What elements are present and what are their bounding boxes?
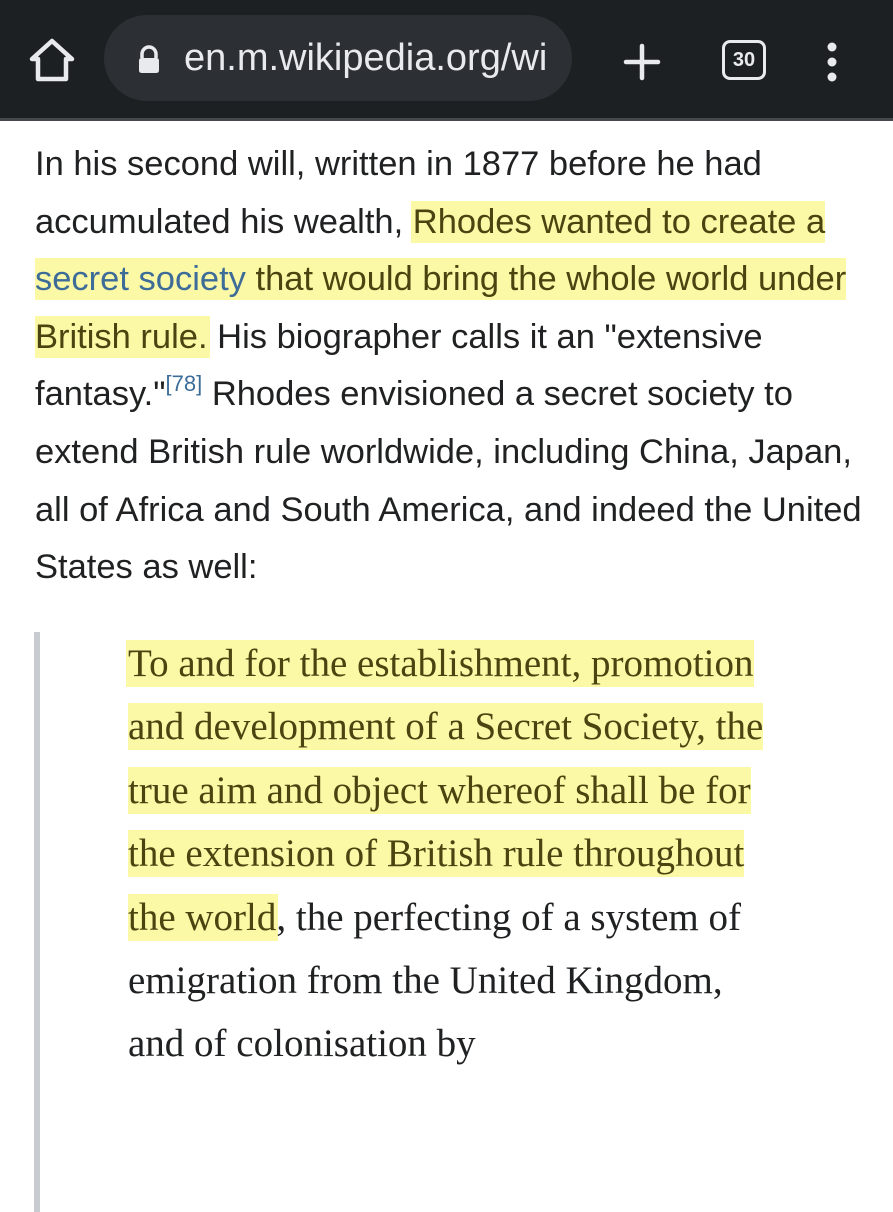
blockquote [128, 632, 768, 1076]
menu-button[interactable] [810, 34, 854, 90]
toolbar-divider [0, 118, 893, 121]
quote-highlight: To and for the establishment, promotion and development of a Secret Society, the true aim and object whereof shall be for the extension of British rule throughout the world [128, 642, 764, 939]
home-icon [27, 36, 77, 84]
browser-toolbar [0, 0, 893, 118]
tab-switcher-button[interactable] [722, 40, 766, 80]
lock-icon [134, 45, 164, 75]
link-secret-society[interactable]: secret society [35, 260, 246, 299]
home-button[interactable] [22, 34, 82, 86]
highlighted-text: Rhodes wanted to create a [412, 202, 826, 241]
new-tab-button[interactable] [614, 34, 670, 90]
url-text: en.m.wikipedia.org/wi [184, 37, 548, 79]
plus-icon [623, 43, 661, 81]
more-vert-icon [826, 42, 838, 82]
tab-count: 30 [732, 48, 756, 71]
paragraph-text-mid: His biographer calls it an "extensive fantasy." [35, 317, 763, 414]
paragraph-text-end: Rhodes envisioned a secret society to extend British rule worldwide, including China, Japan, all of Africa and South America, and indeed the United States as well: [35, 375, 862, 587]
reference-78[interactable]: [78] [165, 371, 203, 397]
quote-text: , the perfecting of a system of emigration from the United Kingdom, and of colonisation by [128, 895, 741, 1066]
article-paragraph [35, 136, 865, 597]
address-bar[interactable] [104, 15, 572, 101]
paragraph-text-start: In his second will, written in 1877 before he had accumulated his wealth, [35, 145, 762, 241]
blockquote-border [34, 632, 40, 1212]
highlighted-text-2: that would bring the whole world under British rule. [35, 260, 847, 356]
